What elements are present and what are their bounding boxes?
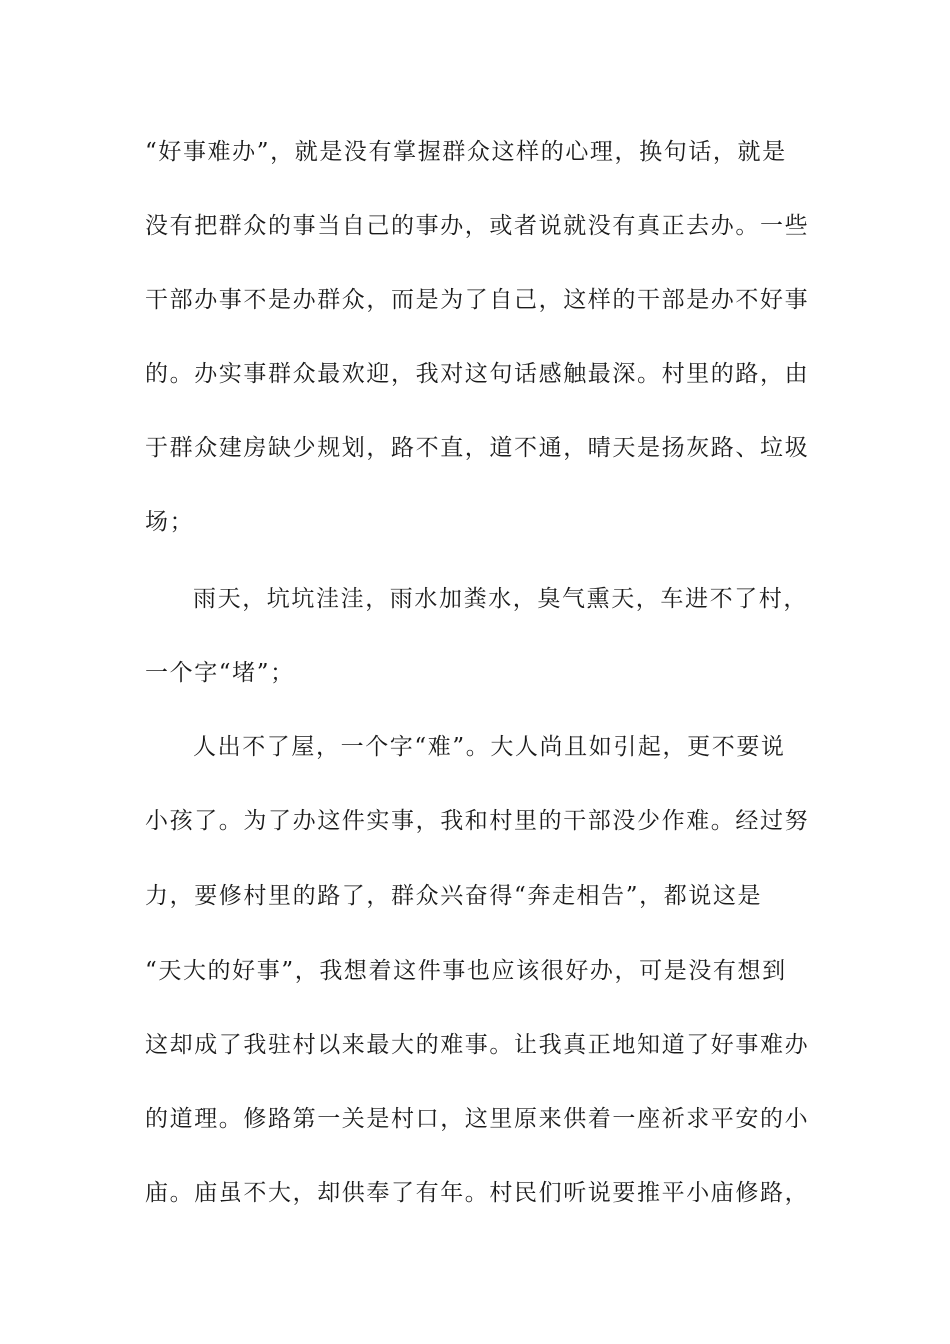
text-line: 的。办实事群众最欢迎，我对这句话感触最深。村里的路，由 (145, 361, 810, 387)
text-line: “好事难办”，就是没有掌握群众这样的心理，换句话，就是 (145, 139, 787, 165)
text-line: “天大的好事”，我想着这件事也应该很好办，可是没有想到 (145, 958, 787, 984)
text-line: 小孩了。为了办这件实事，我和村里的干部没少作难。经过努 (145, 808, 810, 834)
text-line: 这却成了我驻村以来最大的难事。让我真正地知道了好事难办 (145, 1032, 810, 1058)
text-line: 一个字“堵”； (145, 660, 295, 686)
text-line: 雨天，坑坑洼洼，雨水加粪水，臭气熏天，车进不了村， (193, 586, 808, 612)
text-line: 庙。庙虽不大，却供奉了有年。村民们听说要推平小庙修路， (145, 1180, 810, 1206)
text-line: 没有把群众的事当自己的事办，或者说就没有真正去办。一些 (145, 213, 810, 239)
text-line: 力，要修村里的路了，群众兴奋得“奔走相告”，都说这是 (145, 883, 763, 909)
text-line: 干部办事不是办群众，而是为了自己，这样的干部是办不好事 (145, 287, 810, 313)
text-line: 的道理。修路第一关是村口，这里原来供着一座祈求平安的小 (145, 1106, 810, 1132)
text-line: 人出不了屋，一个字“难”。大人尚且如引起，更不要说 (193, 734, 786, 760)
text-line: 于群众建房缺少规划，路不直，道不通，晴天是扬灰路、垃圾 (145, 435, 810, 461)
text-line: 场； (145, 509, 195, 535)
